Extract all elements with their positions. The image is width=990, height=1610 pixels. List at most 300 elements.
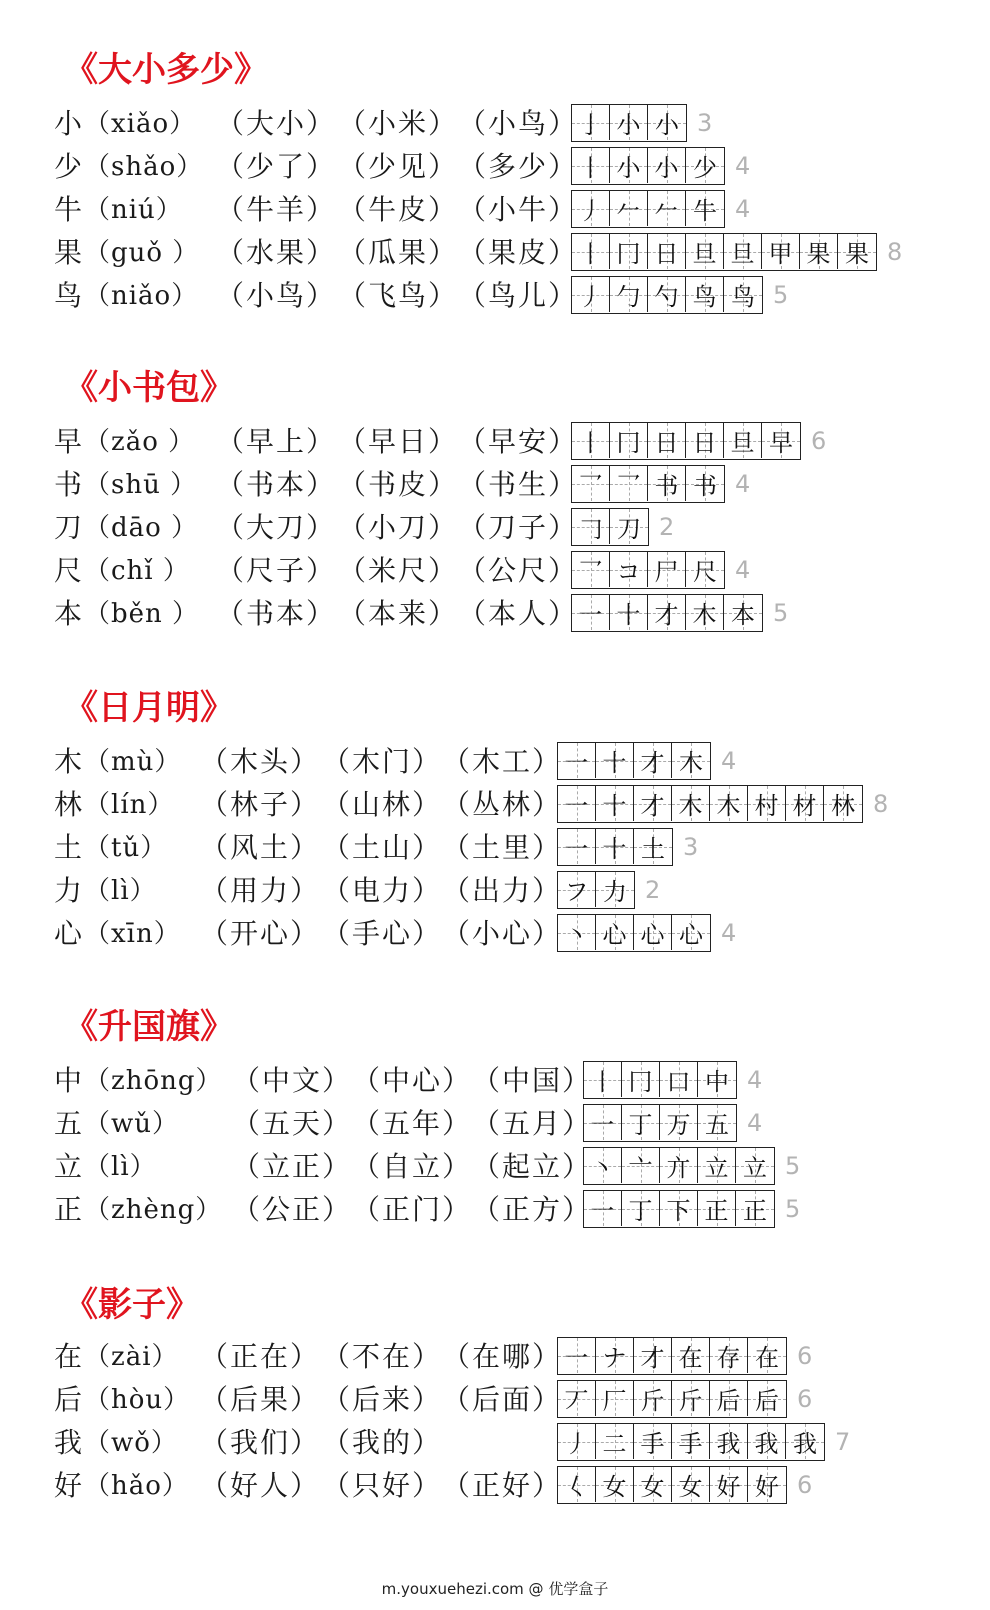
stroke-cell (634, 829, 672, 864)
stroke-cell (710, 1338, 748, 1373)
stroke-cell (596, 1381, 634, 1416)
stroke-step: 我 (716, 1430, 741, 1458)
stroke-cell (698, 1191, 736, 1226)
stroke-count: 4 (735, 152, 751, 180)
example-word: （公尺） (458, 554, 579, 587)
example-word: （后果） (200, 1383, 321, 1416)
stroke-step: 早 (769, 429, 793, 457)
stroke-cell (672, 786, 710, 821)
stroke-count: 6 (797, 1342, 813, 1370)
pinyin: （zǎo ） (84, 427, 196, 457)
stroke-order-grid (583, 1061, 737, 1099)
stroke-cell (572, 423, 610, 458)
pinyin: （xiǎo） (84, 109, 197, 139)
stroke-count: 7 (835, 1428, 851, 1456)
pinyin: （zhōng） (84, 1066, 223, 1096)
character-row (0, 742, 990, 782)
stroke-step: 女 (640, 1473, 665, 1501)
stroke-cell (622, 1062, 660, 1097)
stroke-step: 一 (564, 792, 589, 820)
stroke-step: 小 (655, 111, 679, 139)
character-row (0, 1061, 990, 1101)
stroke-order-grid (583, 1190, 775, 1228)
stroke-step: 女 (678, 1473, 703, 1501)
target-character: 立 (54, 1150, 83, 1183)
example-word: （开心） (200, 917, 321, 950)
stroke-step: 亣 (666, 1154, 691, 1182)
stroke-order-grid (583, 1104, 737, 1142)
stroke-cell (648, 148, 686, 183)
stroke-cell (786, 1424, 824, 1459)
stroke-step: 斤 (640, 1387, 665, 1415)
stroke-cell (584, 1148, 622, 1183)
stroke-cell (634, 1424, 672, 1459)
target-character: 林 (54, 788, 83, 821)
stroke-cell (634, 1381, 672, 1416)
stroke-step: 立 (743, 1154, 767, 1182)
stroke-step: 丁 (628, 1111, 653, 1139)
stroke-step: 一 (564, 749, 589, 777)
pinyin: （zài） (84, 1342, 179, 1372)
example-word: （水果） (216, 236, 337, 269)
stroke-count: 6 (811, 427, 827, 455)
stroke-step: 丆 (564, 1387, 589, 1415)
example-word: （土里） (442, 831, 563, 864)
example-word: （立正） (232, 1150, 353, 1183)
character-row (0, 1423, 990, 1463)
stroke-step: 丨 (578, 429, 603, 457)
stroke-cell (672, 915, 710, 950)
stroke-cell (558, 1381, 596, 1416)
stroke-step: 一 (564, 835, 589, 863)
example-word: （牛皮） (338, 193, 459, 226)
stroke-step: 心 (602, 921, 627, 949)
example-word: （后来） (322, 1383, 443, 1416)
stroke-cell (710, 786, 748, 821)
example-word: （公正） (232, 1193, 353, 1226)
target-character: 刀 (54, 511, 83, 544)
character-row (0, 914, 990, 954)
stroke-step: 冂 (616, 240, 641, 268)
stroke-order-grid (571, 190, 725, 228)
example-word: （正方） (472, 1193, 593, 1226)
example-word: （自立） (352, 1150, 473, 1183)
character-row (0, 871, 990, 911)
example-word: （书皮） (338, 468, 459, 501)
stroke-order-grid (571, 508, 649, 546)
target-character: 少 (54, 150, 83, 183)
stroke-cell (572, 595, 610, 630)
stroke-cell (596, 1338, 634, 1373)
example-word: （不在） (322, 1340, 443, 1373)
stroke-cell (686, 191, 724, 226)
example-word: （小鸟） (216, 279, 337, 312)
example-word: （飞鸟） (338, 279, 459, 312)
stroke-step: 乛 (616, 472, 641, 500)
stroke-cell (672, 1381, 710, 1416)
stroke-cell (686, 423, 724, 458)
example-word: （后面） (442, 1383, 563, 1416)
target-character: 我 (54, 1426, 83, 1459)
stroke-count: 5 (773, 599, 789, 627)
example-word: （在哪） (442, 1340, 563, 1373)
stroke-count: 3 (697, 109, 713, 137)
stroke-step: 十 (602, 792, 627, 820)
stroke-cell (558, 1424, 596, 1459)
example-word: （起立） (472, 1150, 593, 1183)
stroke-cell (558, 829, 596, 864)
stroke-step: 厂 (602, 1387, 627, 1415)
example-word: （少见） (338, 150, 459, 183)
stroke-step: 万 (666, 1111, 691, 1139)
stroke-step: 丨 (578, 154, 603, 182)
footer-watermark: m.youxuehezi.com @ 优学盒子 (381, 1580, 609, 1598)
pinyin: （hǎo） (84, 1471, 189, 1501)
stroke-step: 书 (693, 472, 717, 500)
character-row (0, 147, 990, 187)
example-word: （多少） (458, 150, 579, 183)
example-word: （中心） (352, 1064, 473, 1097)
stroke-cell (610, 191, 648, 226)
example-word: （早上） (216, 425, 337, 458)
example-word: （用力） (200, 874, 321, 907)
stroke-step: 好 (716, 1473, 741, 1501)
stroke-count: 6 (797, 1471, 813, 1499)
example-word: （早日） (338, 425, 459, 458)
target-character: 小 (54, 107, 83, 140)
stroke-cell (596, 1467, 634, 1502)
stroke-step: 一 (590, 1197, 615, 1225)
stroke-cell (824, 786, 862, 821)
stroke-cell (698, 1062, 736, 1097)
stroke-order-grid (557, 871, 635, 909)
stroke-step: 在 (678, 1344, 703, 1372)
stroke-count: 4 (747, 1066, 763, 1094)
stroke-step: 冂 (616, 429, 641, 457)
stroke-cell (610, 466, 648, 501)
stroke-step: 手 (678, 1430, 703, 1458)
stroke-order-grid (557, 1423, 825, 1461)
stroke-cell (748, 786, 786, 821)
stroke-order-grid (583, 1147, 775, 1185)
stroke-order-grid (557, 1337, 787, 1375)
example-word: （小刀） (338, 511, 459, 544)
target-character: 书 (54, 468, 83, 501)
pinyin: （shū ） (84, 470, 198, 500)
stroke-count: 5 (785, 1195, 801, 1223)
example-word: （正好） (442, 1469, 563, 1502)
stroke-order-grid (571, 233, 877, 271)
stroke-cell (686, 595, 724, 630)
stroke-step: 丿 (578, 197, 603, 225)
stroke-count: 2 (659, 513, 675, 541)
stroke-cell (558, 1467, 596, 1502)
stroke-step: 在 (755, 1344, 779, 1372)
stroke-step: 勺 (654, 283, 679, 311)
example-word: （小米） (338, 107, 459, 140)
stroke-step: 丁 (628, 1197, 653, 1225)
example-word: （木头） (200, 745, 321, 778)
example-word: （小鸟） (458, 107, 579, 140)
example-word: （五天） (232, 1107, 353, 1140)
example-word: （土山） (322, 831, 443, 864)
target-character: 正 (54, 1193, 83, 1226)
stroke-cell (610, 148, 648, 183)
stroke-step: 下 (666, 1197, 691, 1225)
target-character: 尺 (54, 554, 83, 587)
example-word: （正门） (352, 1193, 473, 1226)
stroke-order-grid (571, 422, 801, 460)
pinyin: （hòu） (84, 1385, 191, 1415)
target-character: 本 (54, 597, 83, 630)
stroke-cell (558, 786, 596, 821)
stroke-step: 二 (602, 1430, 627, 1458)
stroke-step: 少 (693, 154, 717, 182)
target-character: 中 (54, 1064, 83, 1097)
stroke-cell (748, 1467, 786, 1502)
stroke-cell (610, 423, 648, 458)
example-word: （好人） (200, 1469, 321, 1502)
stroke-count: 4 (721, 747, 737, 775)
stroke-step: 日 (654, 429, 679, 457)
stroke-cell (610, 595, 648, 630)
stroke-cell (572, 234, 610, 269)
stroke-step: 小 (616, 111, 641, 139)
character-row (0, 551, 990, 591)
example-word: （米尺） (338, 554, 459, 587)
stroke-cell (610, 552, 648, 587)
character-row (0, 1104, 990, 1144)
stroke-step: 旦 (730, 240, 755, 268)
stroke-cell (648, 552, 686, 587)
stroke-cell (648, 466, 686, 501)
stroke-step: 甲 (768, 240, 793, 268)
stroke-order-grid (571, 551, 725, 589)
pinyin: （xīn） (84, 919, 181, 949)
stroke-step: 一 (564, 1344, 589, 1372)
stroke-step: 旦 (730, 429, 755, 457)
stroke-cell (596, 872, 634, 907)
character-row (0, 1380, 990, 1420)
stroke-step: 日 (654, 240, 679, 268)
stroke-cell (736, 1191, 774, 1226)
stroke-cell (648, 423, 686, 458)
character-row (0, 1466, 990, 1506)
stroke-cell (610, 234, 648, 269)
stroke-count: 8 (873, 790, 889, 818)
stroke-cell (648, 105, 686, 140)
pinyin: （wǔ） (84, 1109, 180, 1139)
stroke-cell (584, 1191, 622, 1226)
stroke-step: 一 (578, 601, 603, 629)
stroke-cell (660, 1148, 698, 1183)
example-word: （瓜果） (338, 236, 459, 269)
stroke-cell (596, 786, 634, 821)
stroke-cell (558, 1338, 596, 1373)
stroke-cell (648, 277, 686, 312)
stroke-step: 木 (716, 792, 741, 820)
stroke-cell (622, 1105, 660, 1140)
example-word: （书生） (458, 468, 579, 501)
stroke-cell (596, 1424, 634, 1459)
stroke-step: 我 (793, 1430, 817, 1458)
example-word: （刀子） (458, 511, 579, 544)
stroke-step: 丶 (590, 1154, 615, 1182)
example-word: （书本） (216, 597, 337, 630)
stroke-cell (596, 915, 634, 950)
stroke-cell (838, 234, 876, 269)
pinyin: （lín） (84, 790, 175, 820)
stroke-step: 丨 (590, 1068, 615, 1096)
stroke-count: 4 (735, 195, 751, 223)
stroke-step: 𡿨 (564, 1473, 589, 1501)
example-word: （小心） (442, 917, 563, 950)
pinyin: （shǎo） (84, 152, 204, 182)
example-word: （手心） (322, 917, 443, 950)
stroke-cell (686, 277, 724, 312)
stroke-step: 木 (692, 601, 717, 629)
stroke-count: 4 (721, 919, 737, 947)
stroke-step: 心 (640, 921, 665, 949)
stroke-cell (634, 786, 672, 821)
stroke-cell (648, 234, 686, 269)
target-character: 后 (54, 1383, 83, 1416)
stroke-cell (724, 234, 762, 269)
example-word: （鸟儿） (458, 279, 579, 312)
stroke-step: 才 (640, 749, 665, 777)
stroke-step: 尸 (654, 558, 679, 586)
stroke-step: 存 (716, 1344, 741, 1372)
stroke-cell (698, 1148, 736, 1183)
stroke-cell (748, 1338, 786, 1373)
stroke-cell (724, 277, 762, 312)
pinyin: （tǔ） (84, 833, 168, 863)
stroke-count: 5 (773, 281, 789, 309)
stroke-step: 十 (602, 835, 627, 863)
stroke-cell (634, 743, 672, 778)
stroke-step: 女 (602, 1473, 627, 1501)
stroke-cell (622, 1148, 660, 1183)
example-word: （少了） (216, 150, 337, 183)
pinyin: （běn ） (84, 599, 200, 629)
stroke-cell (596, 829, 634, 864)
pinyin: （chǐ ） (84, 556, 190, 586)
stroke-step: 尺 (693, 558, 717, 586)
stroke-cell (686, 466, 724, 501)
character-row (0, 104, 990, 144)
example-word: （五月） (472, 1107, 593, 1140)
character-row (0, 1337, 990, 1377)
character-row (0, 233, 990, 273)
stroke-step: 鸟 (692, 283, 717, 311)
stroke-order-grid (557, 742, 711, 780)
target-character: 土 (54, 831, 83, 864)
target-character: 早 (54, 425, 83, 458)
stroke-cell (660, 1105, 698, 1140)
example-word: （大小） (216, 107, 337, 140)
example-word: （我们） (200, 1426, 321, 1459)
stroke-order-grid (557, 785, 863, 823)
target-character: 心 (54, 917, 83, 950)
stroke-step: 勹 (616, 283, 641, 311)
stroke-step: 冂 (628, 1068, 653, 1096)
stroke-step: 𠃌 (578, 515, 603, 543)
stroke-step: 林 (831, 792, 855, 820)
stroke-step: 乛 (578, 558, 603, 586)
stroke-cell (634, 1467, 672, 1502)
stroke-cell (660, 1191, 698, 1226)
stroke-step: 手 (640, 1430, 665, 1458)
stroke-order-grid (557, 1466, 787, 1504)
pinyin: （niú） (84, 195, 183, 225)
stroke-step: 五 (705, 1111, 729, 1139)
example-word: （丛林） (442, 788, 563, 821)
character-row (0, 465, 990, 505)
stroke-cell (610, 277, 648, 312)
stroke-step: 正 (704, 1197, 729, 1225)
example-word: （大刀） (216, 511, 337, 544)
stroke-step: 十 (616, 601, 641, 629)
target-character: 五 (54, 1107, 83, 1140)
stroke-cell (634, 915, 672, 950)
example-word: （我的） (322, 1426, 443, 1459)
stroke-step: 口 (666, 1068, 691, 1096)
lesson-title: 《小书包》 (64, 368, 234, 408)
pinyin: （wǒ） (84, 1428, 178, 1458)
example-word: （电力） (322, 874, 443, 907)
stroke-cell (724, 423, 762, 458)
stroke-order-grid (557, 914, 711, 952)
stroke-cell (660, 1062, 698, 1097)
pinyin: （dāo ） (84, 513, 199, 543)
example-word: （林子） (200, 788, 321, 821)
example-word: （山林） (322, 788, 443, 821)
stroke-step: 后 (755, 1387, 779, 1415)
stroke-cell (634, 1338, 672, 1373)
stroke-step: 土 (641, 835, 665, 863)
example-word: （出力） (442, 874, 563, 907)
character-row (0, 508, 990, 548)
stroke-cell (672, 1424, 710, 1459)
stroke-step: 书 (654, 472, 679, 500)
stroke-count: 4 (735, 470, 751, 498)
stroke-cell (736, 1148, 774, 1183)
stroke-cell (800, 234, 838, 269)
stroke-step: 后 (716, 1387, 741, 1415)
example-word: （只好） (322, 1469, 443, 1502)
stroke-step: 本 (731, 601, 755, 629)
example-word: （风土） (200, 831, 321, 864)
character-row (0, 785, 990, 825)
stroke-cell (648, 191, 686, 226)
stroke-cell (762, 423, 800, 458)
stroke-order-grid (571, 276, 763, 314)
stroke-cell (724, 595, 762, 630)
stroke-step: 丨 (578, 240, 603, 268)
stroke-order-grid (571, 465, 725, 503)
stroke-step: 亠 (628, 1154, 653, 1182)
stroke-cell (572, 466, 610, 501)
stroke-step: フ (564, 878, 589, 906)
stroke-cell (610, 105, 648, 140)
stroke-step: 材 (792, 792, 817, 820)
stroke-cell (710, 1467, 748, 1502)
stroke-cell (584, 1105, 622, 1140)
stroke-count: 8 (887, 238, 903, 266)
stroke-cell (572, 552, 610, 587)
example-word: （果皮） (458, 236, 579, 269)
stroke-cell (610, 509, 648, 544)
